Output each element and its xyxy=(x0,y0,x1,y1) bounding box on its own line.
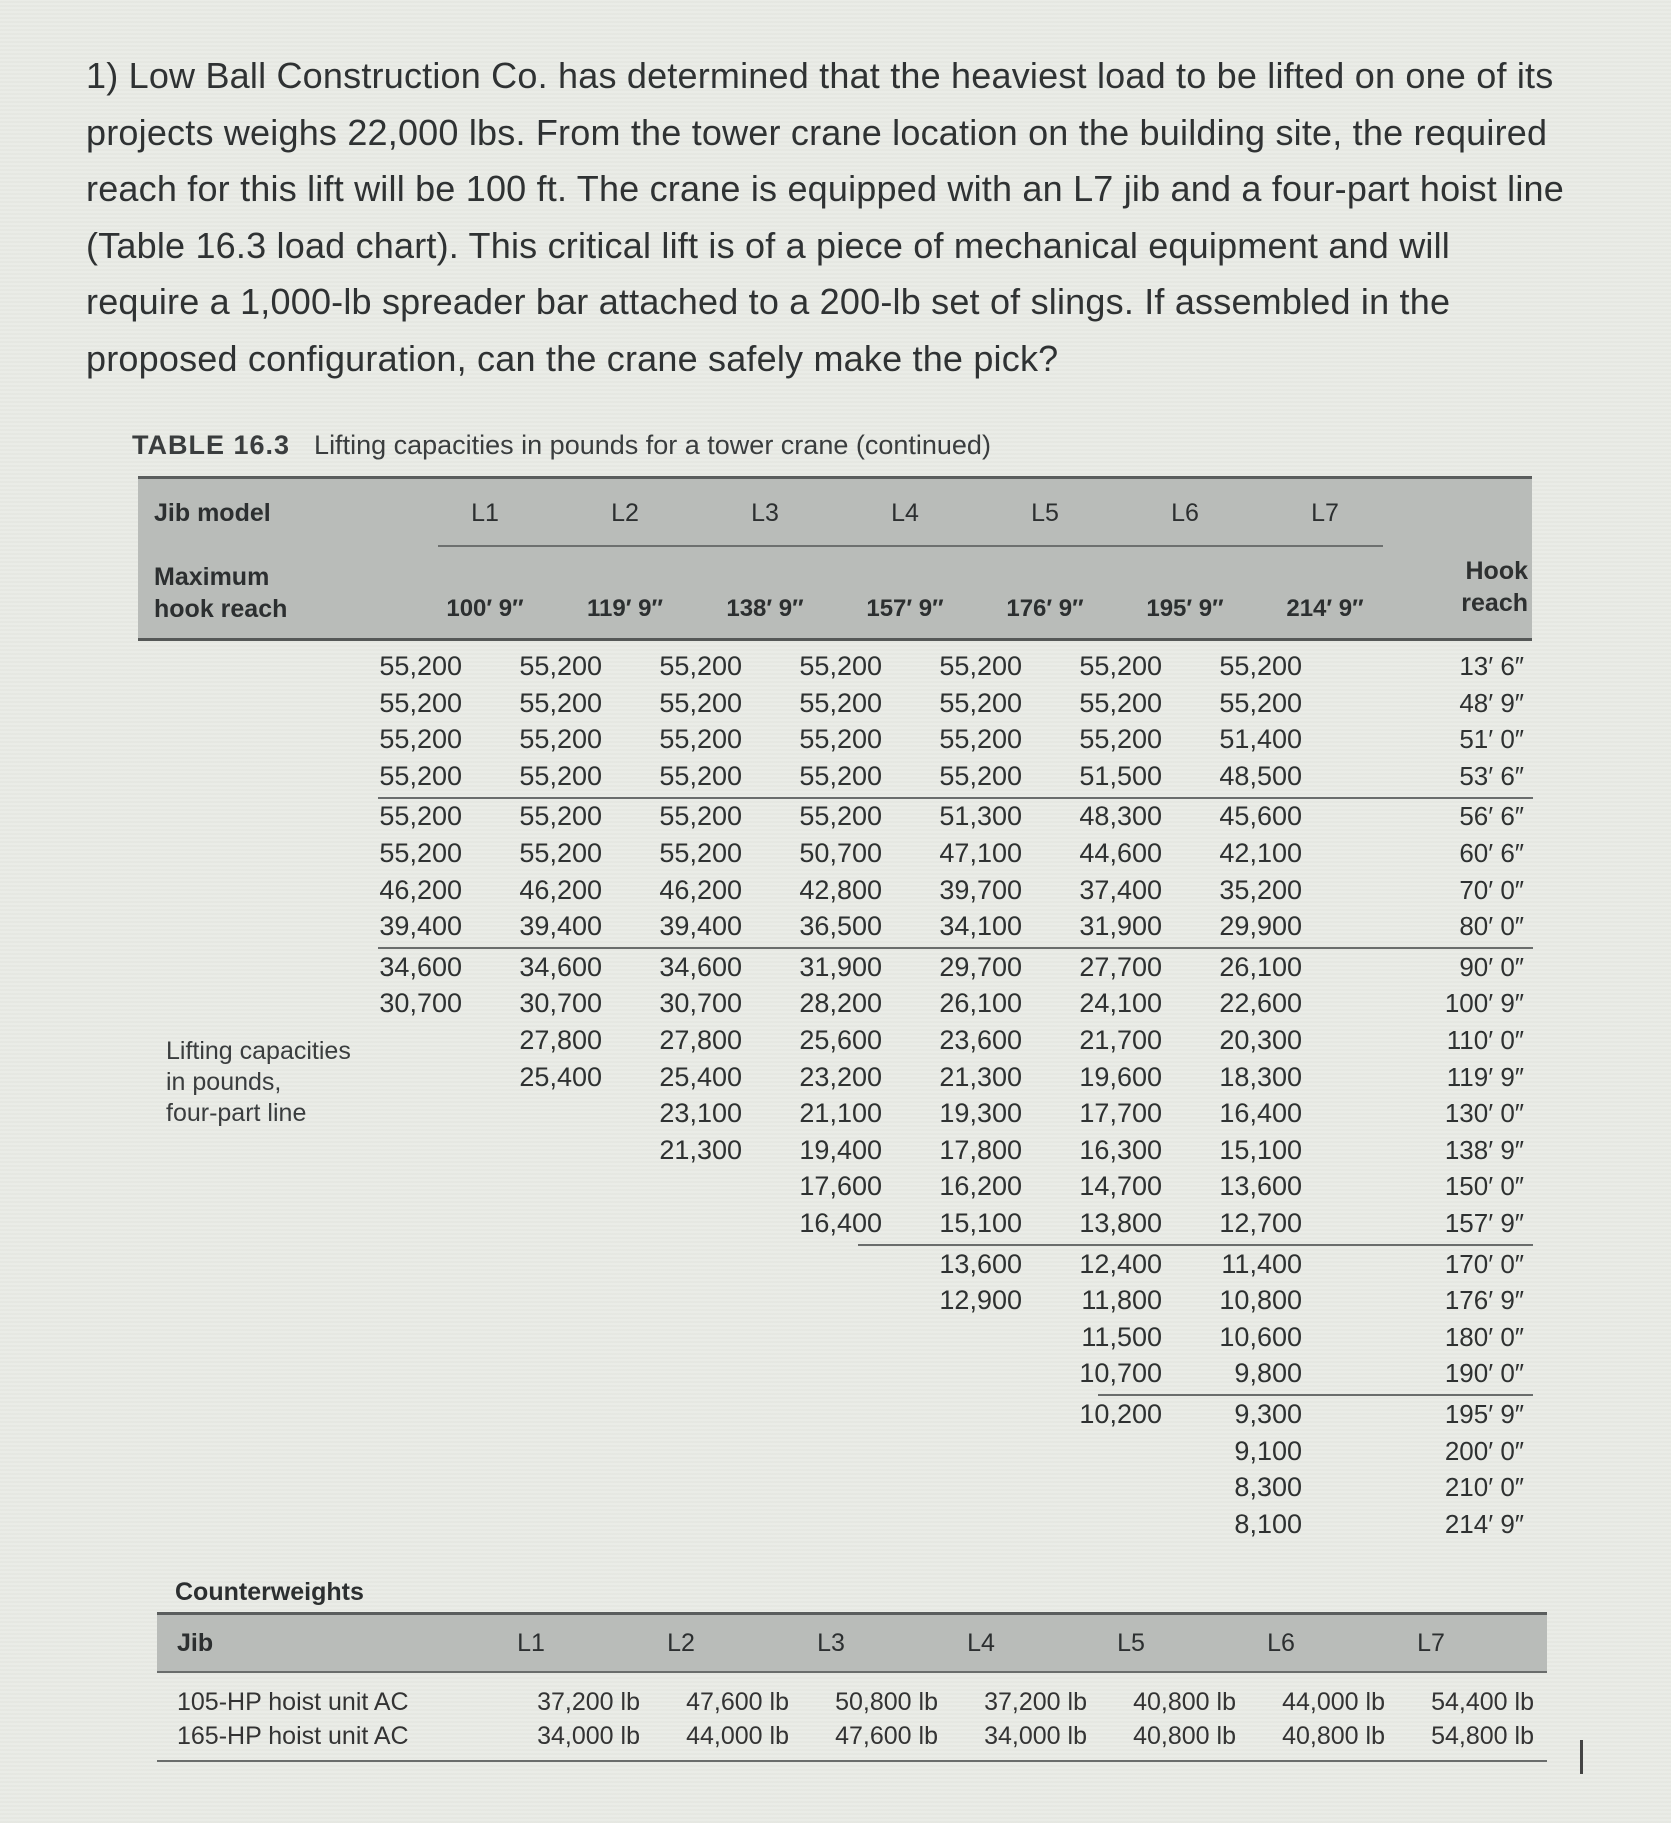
hook-reach-cell: 150′ 0″ xyxy=(1444,1171,1524,1202)
capacity-cell: 55,200 xyxy=(379,760,462,791)
question-line: reach for this lift will be 100 ft. The crane is equipped with an L7 jib and a four-part hoist line xyxy=(86,168,1564,209)
capacity-cell: 16,200 xyxy=(939,1171,1022,1202)
question-line: require a 1,000-lb spreader bar attached to a 200-lb set of slings. If assembled in the xyxy=(86,281,1451,322)
capacity-cell: 55,200 xyxy=(799,687,882,718)
hook-reach-cell: 51′ 0″ xyxy=(1459,724,1524,755)
capacity-cell: 45,600 xyxy=(1219,801,1302,832)
counterweight-value: 40,800 lb xyxy=(1282,1722,1385,1750)
hook-reach-label: Hook xyxy=(1465,557,1528,585)
counterweight-value: 54,400 lb xyxy=(1431,1688,1534,1716)
capacity-cell: 39,400 xyxy=(659,911,742,942)
capacity-cell: 55,200 xyxy=(519,760,602,791)
capacity-cell: 42,100 xyxy=(1219,838,1302,868)
capacity-cell: 30,700 xyxy=(659,988,742,1019)
capacity-cell: 24,100 xyxy=(1079,988,1162,1019)
jib-model-l1: L1 xyxy=(471,499,499,527)
capacity-cell: 34,600 xyxy=(379,951,462,982)
hook-reach-header xyxy=(1438,555,1528,619)
capacity-cell: 19,400 xyxy=(799,1134,882,1165)
hook-reach-cell: 70′ 0″ xyxy=(1459,874,1524,905)
capacity-cell: 55,200 xyxy=(519,651,602,681)
capacity-cell: 30,700 xyxy=(379,988,462,1019)
table-number: TABLE 16.3 xyxy=(132,430,291,460)
capacity-cell: 34,600 xyxy=(519,951,602,982)
capacity-cell: 20,300 xyxy=(1219,1025,1302,1055)
hook-reach-label: reach xyxy=(1461,589,1528,617)
capacity-cell: 55,200 xyxy=(519,838,602,868)
capacity-cell: 55,200 xyxy=(659,760,742,791)
jib-model-l2: L2 xyxy=(611,499,639,527)
hook-reach-cell: 180′ 0″ xyxy=(1444,1321,1524,1352)
hook-reach-cell: 210′ 0″ xyxy=(1444,1472,1524,1503)
capacity-cell: 30,700 xyxy=(519,988,602,1019)
capacity-cell: 55,200 xyxy=(939,651,1022,681)
max-reach-l2: 119′ 9″ xyxy=(587,595,663,622)
capacity-cell: 28,200 xyxy=(799,988,882,1019)
capacity-cell: 25,400 xyxy=(519,1061,602,1092)
capacity-cell: 42,800 xyxy=(799,874,882,905)
capacity-cell: 46,200 xyxy=(519,874,602,905)
capacity-cell: 13,800 xyxy=(1079,1208,1162,1238)
table-caption xyxy=(132,430,991,461)
max-reach-l3: 138′ 9″ xyxy=(726,595,804,622)
capacity-cell: 17,600 xyxy=(799,1171,882,1202)
hook-reach-cell: 110′ 0″ xyxy=(1446,1025,1524,1055)
jib-model-l7: L7 xyxy=(1311,499,1339,527)
hook-reach-cell: 100′ 9″ xyxy=(1444,988,1524,1019)
max-reach-l6: 195′ 9″ xyxy=(1146,595,1224,622)
capacity-cell: 39,400 xyxy=(379,911,462,942)
capacity-cell: 55,200 xyxy=(659,724,742,755)
cw-jib-l2: L2 xyxy=(667,1629,695,1657)
capacity-cell: 55,200 xyxy=(799,724,882,755)
capacity-cell: 9,300 xyxy=(1234,1399,1302,1429)
capacity-cell: 10,200 xyxy=(1079,1399,1162,1429)
capacity-cell: 55,200 xyxy=(659,651,742,681)
capacity-cell: 17,800 xyxy=(939,1134,1022,1165)
capacity-cell: 26,100 xyxy=(939,988,1022,1019)
max-reach-l5: 176′ 9″ xyxy=(1006,595,1084,622)
hook-reach-cell: 60′ 6″ xyxy=(1459,838,1524,868)
capacity-cell: 25,400 xyxy=(659,1061,742,1092)
question-line: 1) Low Ball Construction Co. has determined that the heaviest load to be lifted on one of its xyxy=(86,55,1554,96)
capacity-cell: 46,200 xyxy=(379,874,462,905)
capacity-cell: 10,800 xyxy=(1219,1285,1302,1316)
capacity-cell: 27,800 xyxy=(659,1025,742,1055)
counterweight-value: 40,800 lb xyxy=(1133,1688,1236,1716)
capacity-cell: 27,700 xyxy=(1079,951,1162,982)
capacity-cell: 48,500 xyxy=(1219,760,1302,791)
capacity-cell: 55,200 xyxy=(799,801,882,832)
capacity-cell: 9,100 xyxy=(1234,1435,1302,1466)
capacity-cell: 55,200 xyxy=(519,724,602,755)
capacity-cell: 11,800 xyxy=(1081,1285,1162,1316)
counterweight-value: 54,800 lb xyxy=(1431,1722,1534,1750)
capacity-cell: 27,800 xyxy=(519,1025,602,1055)
header-bottom-rule xyxy=(138,638,1532,641)
header-divider xyxy=(438,545,1383,547)
capacity-cell: 18,300 xyxy=(1219,1061,1302,1092)
capacity-cell: 55,200 xyxy=(939,687,1022,718)
capacity-cell: 55,200 xyxy=(379,724,462,755)
hoist-unit-label: 105-HP hoist unit AC xyxy=(177,1688,409,1716)
capacity-cell: 46,200 xyxy=(659,874,742,905)
table-header xyxy=(138,476,1532,639)
capacity-cell: 44,600 xyxy=(1079,838,1162,868)
group-rule xyxy=(378,947,1533,949)
hook-reach-cell: 190′ 0″ xyxy=(1444,1358,1524,1389)
max-reach-l7: 214′ 9″ xyxy=(1286,595,1364,622)
group-rule xyxy=(1098,1394,1533,1396)
capacity-cell: 55,200 xyxy=(659,838,742,868)
counterweights-header xyxy=(157,1612,1547,1673)
capacity-cell: 55,200 xyxy=(799,651,882,681)
capacity-cell: 26,100 xyxy=(1219,951,1302,982)
hook-reach-cell: 138′ 9″ xyxy=(1444,1134,1524,1165)
cw-jib-l6: L6 xyxy=(1267,1629,1295,1657)
cw-jib-l5: L5 xyxy=(1117,1629,1145,1657)
counterweight-value: 47,600 lb xyxy=(835,1722,938,1750)
side-label-line: four-part line xyxy=(166,1099,307,1127)
hook-reach-cell: 56′ 6″ xyxy=(1459,801,1524,832)
jib-model-l6: L6 xyxy=(1171,499,1199,527)
capacity-cell: 55,200 xyxy=(659,801,742,832)
counterweight-value: 40,800 lb xyxy=(1133,1722,1236,1750)
hook-reach-cell: 119′ 9″ xyxy=(1446,1061,1524,1092)
jib-model-label: Jib model xyxy=(154,499,271,527)
lifting-capacities-label xyxy=(166,1036,351,1129)
capacity-cell: 13,600 xyxy=(1219,1171,1302,1202)
max-hook-reach-label: Maximum xyxy=(154,563,270,591)
capacity-cell: 48,300 xyxy=(1079,801,1162,832)
cw-jib-l4: L4 xyxy=(967,1629,995,1657)
hook-reach-cell: 170′ 0″ xyxy=(1444,1248,1524,1279)
jib-model-l3: L3 xyxy=(751,499,779,527)
capacity-cell: 37,400 xyxy=(1079,874,1162,905)
capacity-cell: 31,900 xyxy=(1079,911,1162,942)
capacity-cell: 12,400 xyxy=(1079,1248,1162,1279)
capacity-cell: 55,200 xyxy=(1079,724,1162,755)
capacity-cell: 25,600 xyxy=(799,1025,882,1055)
cw-jib-l7: L7 xyxy=(1417,1629,1445,1657)
question-line: (Table 16.3 load chart). This critical lift is of a piece of mechanical equipment and will xyxy=(86,224,1450,266)
question-text xyxy=(86,48,1626,387)
hook-reach-cell: 195′ 9″ xyxy=(1444,1399,1524,1429)
capacity-cell: 9,800 xyxy=(1234,1358,1302,1389)
hook-reach-cell: 130′ 0″ xyxy=(1444,1098,1524,1129)
text-cursor xyxy=(1580,1740,1583,1774)
capacity-cell: 51,300 xyxy=(939,801,1022,832)
capacity-cell: 39,400 xyxy=(519,911,602,942)
jib-model-l5: L5 xyxy=(1031,499,1059,527)
jib-model-l4: L4 xyxy=(891,499,919,527)
capacity-cell: 21,700 xyxy=(1079,1025,1162,1055)
capacity-cell: 55,200 xyxy=(379,801,462,832)
hook-reach-cell: 214′ 9″ xyxy=(1444,1508,1524,1539)
hook-reach-cell: 90′ 0″ xyxy=(1459,951,1524,982)
capacity-cell: 55,200 xyxy=(519,687,602,718)
capacity-cell: 15,100 xyxy=(939,1208,1022,1238)
capacity-cell: 12,900 xyxy=(939,1285,1022,1316)
counterweight-value: 50,800 lb xyxy=(835,1688,938,1716)
max-reach-l1: 100′ 9″ xyxy=(446,595,524,622)
group-rule xyxy=(378,797,1533,799)
capacity-cell: 13,600 xyxy=(939,1248,1022,1279)
capacity-cell: 22,600 xyxy=(1219,988,1302,1019)
capacity-cell: 47,100 xyxy=(939,838,1022,868)
capacity-cell: 21,300 xyxy=(939,1061,1022,1092)
side-label-line: Lifting capacities xyxy=(166,1037,351,1065)
capacity-cell: 31,900 xyxy=(799,951,882,982)
load-chart-table xyxy=(138,476,1532,1606)
capacity-cell: 55,200 xyxy=(519,801,602,832)
capacity-cell: 55,200 xyxy=(939,760,1022,791)
capacity-cell: 29,900 xyxy=(1219,911,1302,942)
capacity-cell: 55,200 xyxy=(1079,687,1162,718)
hoist-unit-label: 165-HP hoist unit AC xyxy=(177,1722,409,1750)
capacity-cell: 55,200 xyxy=(379,838,462,868)
capacity-cell: 34,600 xyxy=(659,951,742,982)
capacity-cell: 34,100 xyxy=(939,911,1022,942)
counterweight-value: 47,600 lb xyxy=(686,1688,789,1716)
counterweight-value: 34,000 lb xyxy=(984,1722,1087,1750)
capacity-cell: 23,200 xyxy=(799,1061,882,1092)
max-reach-l4: 157′ 9″ xyxy=(866,595,944,622)
counterweights-title: Counterweights xyxy=(175,1578,364,1606)
capacity-cell: 55,200 xyxy=(1079,651,1162,681)
hook-reach-cell: 80′ 0″ xyxy=(1459,911,1524,942)
capacity-cell: 51,400 xyxy=(1219,724,1302,755)
capacity-cell: 16,300 xyxy=(1079,1134,1162,1165)
capacity-cell: 50,700 xyxy=(799,838,882,868)
capacity-cell: 10,700 xyxy=(1079,1358,1162,1389)
capacity-cell: 29,700 xyxy=(939,951,1022,982)
capacity-cell: 17,700 xyxy=(1079,1098,1162,1129)
capacity-cell: 11,400 xyxy=(1221,1248,1302,1279)
capacity-cell: 14,700 xyxy=(1079,1171,1162,1202)
capacity-cell: 55,200 xyxy=(379,651,462,681)
table-caption-text: Lifting capacities in pounds for a tower crane (continued) xyxy=(314,430,991,460)
cw-jib-l3: L3 xyxy=(817,1629,845,1657)
max-hook-reach-label: hook reach xyxy=(154,595,288,623)
capacity-cell: 19,300 xyxy=(939,1098,1022,1129)
hook-reach-cell: 200′ 0″ xyxy=(1444,1435,1524,1466)
question-line: projects weighs 22,000 lbs. From the tower crane location on the building site, the required xyxy=(86,111,1548,153)
capacity-cell: 12,700 xyxy=(1219,1208,1302,1238)
capacity-cell: 36,500 xyxy=(799,911,882,942)
hook-reach-cell: 53′ 6″ xyxy=(1459,760,1524,791)
capacity-cell: 10,600 xyxy=(1219,1321,1302,1352)
capacity-cell: 51,500 xyxy=(1079,760,1162,791)
capacity-cell: 21,100 xyxy=(799,1098,882,1129)
counterweights-jib-label: Jib xyxy=(177,1629,214,1657)
capacity-cell: 39,700 xyxy=(939,874,1022,905)
capacity-cell: 16,400 xyxy=(799,1208,882,1238)
hook-reach-cell: 176′ 9″ xyxy=(1444,1285,1524,1316)
capacity-cell: 55,200 xyxy=(939,724,1022,755)
question-line: proposed configuration, can the crane safely make the pick? xyxy=(86,337,1059,379)
side-label-line: in pounds, xyxy=(166,1068,282,1096)
cw-jib-l1: L1 xyxy=(517,1629,545,1657)
capacity-cell: 55,200 xyxy=(799,760,882,791)
hook-reach-cell: 157′ 9″ xyxy=(1444,1208,1524,1238)
counterweight-value: 44,000 lb xyxy=(1282,1688,1385,1716)
hook-reach-cell: 48′ 9″ xyxy=(1459,687,1524,718)
capacity-cell: 15,100 xyxy=(1219,1134,1302,1165)
capacity-cell: 8,300 xyxy=(1234,1472,1302,1503)
capacity-cell: 35,200 xyxy=(1219,874,1302,905)
capacity-cell: 16,400 xyxy=(1219,1098,1302,1129)
capacity-cell: 8,100 xyxy=(1234,1508,1302,1539)
capacity-cell: 55,200 xyxy=(379,687,462,718)
capacity-cell: 55,200 xyxy=(659,687,742,718)
counterweight-value: 37,200 lb xyxy=(537,1688,640,1716)
capacity-cell: 19,600 xyxy=(1079,1061,1162,1092)
capacity-cell: 21,300 xyxy=(659,1134,742,1165)
capacity-cell: 23,600 xyxy=(939,1025,1022,1055)
counterweight-value: 37,200 lb xyxy=(984,1688,1087,1716)
counterweights-bottom-rule xyxy=(157,1760,1547,1762)
counterweight-value: 34,000 lb xyxy=(537,1722,640,1750)
group-rule xyxy=(858,1244,1533,1246)
capacity-cell: 55,200 xyxy=(1219,687,1302,718)
capacity-cell: 23,100 xyxy=(659,1098,742,1129)
capacity-cell: 11,500 xyxy=(1081,1321,1162,1352)
counterweight-value: 44,000 lb xyxy=(686,1722,789,1750)
hook-reach-cell: 13′ 6″ xyxy=(1459,651,1524,681)
capacity-cell: 55,200 xyxy=(1219,651,1302,681)
